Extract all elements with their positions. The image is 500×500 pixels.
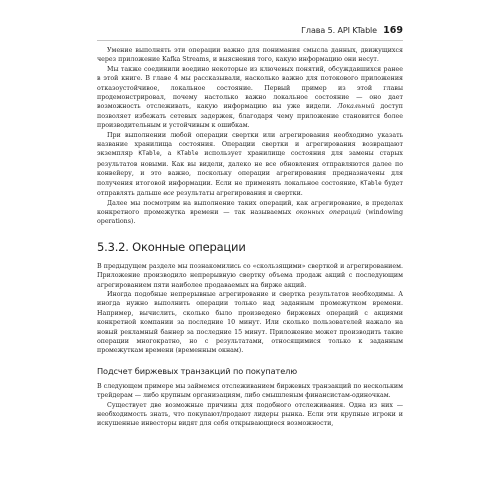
paragraph: Умение выполнять эти операции важно для понимания смысла данных, движущихся через приложение Kafka Streams, и выяснения того, какую информацию они несут. — [97, 47, 403, 64]
page-number: 169 — [383, 25, 403, 36]
section-paragraphs — [97, 262, 403, 356]
paragraph: В предыдущем разделе мы познакомились со «скользящими» сверткой и агрегированием. Приложение производило непрерывную свертку объема продаж акций с последующим агрегированием пяти наиболее продаваемых на бирже акций. — [97, 262, 403, 289]
emphasis: все — [163, 190, 175, 198]
inline-code: KTable — [138, 151, 160, 158]
paragraph: Иногда подобные непрерывные агрегирование и свертка результатов необходимы. А иногда нужно выполнить операции только над заданным промежутком времени. Например, вычислить, сколько было произведено биржевых операций с акциями конкретной компании за последние 10 минут. Или сколько пользователей нажало на новый рекламный баннер за последние 15 минут. Приложение может производить такие операции многократно, но с результатами, относящимися только к заданным промежуткам времени (временным окнам). — [97, 290, 403, 355]
paragraph: При выполнении любой операции свертки или агрегирования необходимо указать название хранилища состояния. Операции свертки и агрегирования возвращают экземпляр KTable, а KTable использует хранилище состояния для замены старых результатов новыми. Как вы видели, далеко не все обновления отправляются далее по конвейеру, и это важно, поскольку операции агрегирования предназначены для получения итоговой информации. Если не применять локальное состояние, KTable будет отправлять дальше все результаты агрегирования и свертки. — [97, 131, 403, 198]
inline-code: KTable — [360, 180, 382, 187]
paragraph: Далее мы посмотрим на выполнение таких операций, как агрегирование, в пределах конкретного промежутка времени — так называемых оконных операций (windowing operations). — [97, 199, 403, 226]
page-body — [97, 46, 403, 429]
emphasis: оконных операций — [295, 208, 361, 216]
emphasis: Локальный — [337, 103, 375, 111]
subsection-heading: Подсчет биржевых транзакций по покупателю — [97, 365, 298, 376]
running-header — [97, 26, 403, 41]
chapter-title: Глава 5. API KTable — [301, 26, 377, 35]
section-heading: 5.3.2. Оконные операции — [97, 239, 246, 254]
intro-paragraphs — [97, 46, 403, 227]
paragraph: Существует две возможные причины для подобного отслеживания. Одна из них — необходимость знать, что покупают/продают лидеры рынка. Если эти крупные игроки и искушенные инвесторы видят для себя открывающиеся возможности, — [97, 401, 403, 428]
subsection-paragraphs — [97, 382, 403, 429]
paragraph: Мы также соединили воедино некоторые из ключевых понятий, обсуждавшихся ранее в этой книге. В главе 4 мы рассказывали, насколько важно для потокового приложения отказоустойчивое, локальное состояние. Первый пример из этой главы продемонстрировал, почему настолько важно локальное состояние — оно дает возможность отслеживать, какую информацию вы уже видели. Локальный доступ позволяет избежать сетевых задержек, благодаря чему приложение становится более производительным и устойчивым к ошибкам. — [97, 65, 403, 130]
inline-code: KTable — [177, 151, 199, 158]
paragraph: В следующем примере мы займемся отслеживанием биржевых транзакций по нескольким трейдерам — либо крупным организациям, либо смышленым финансистам-одиночкам. — [97, 382, 403, 400]
